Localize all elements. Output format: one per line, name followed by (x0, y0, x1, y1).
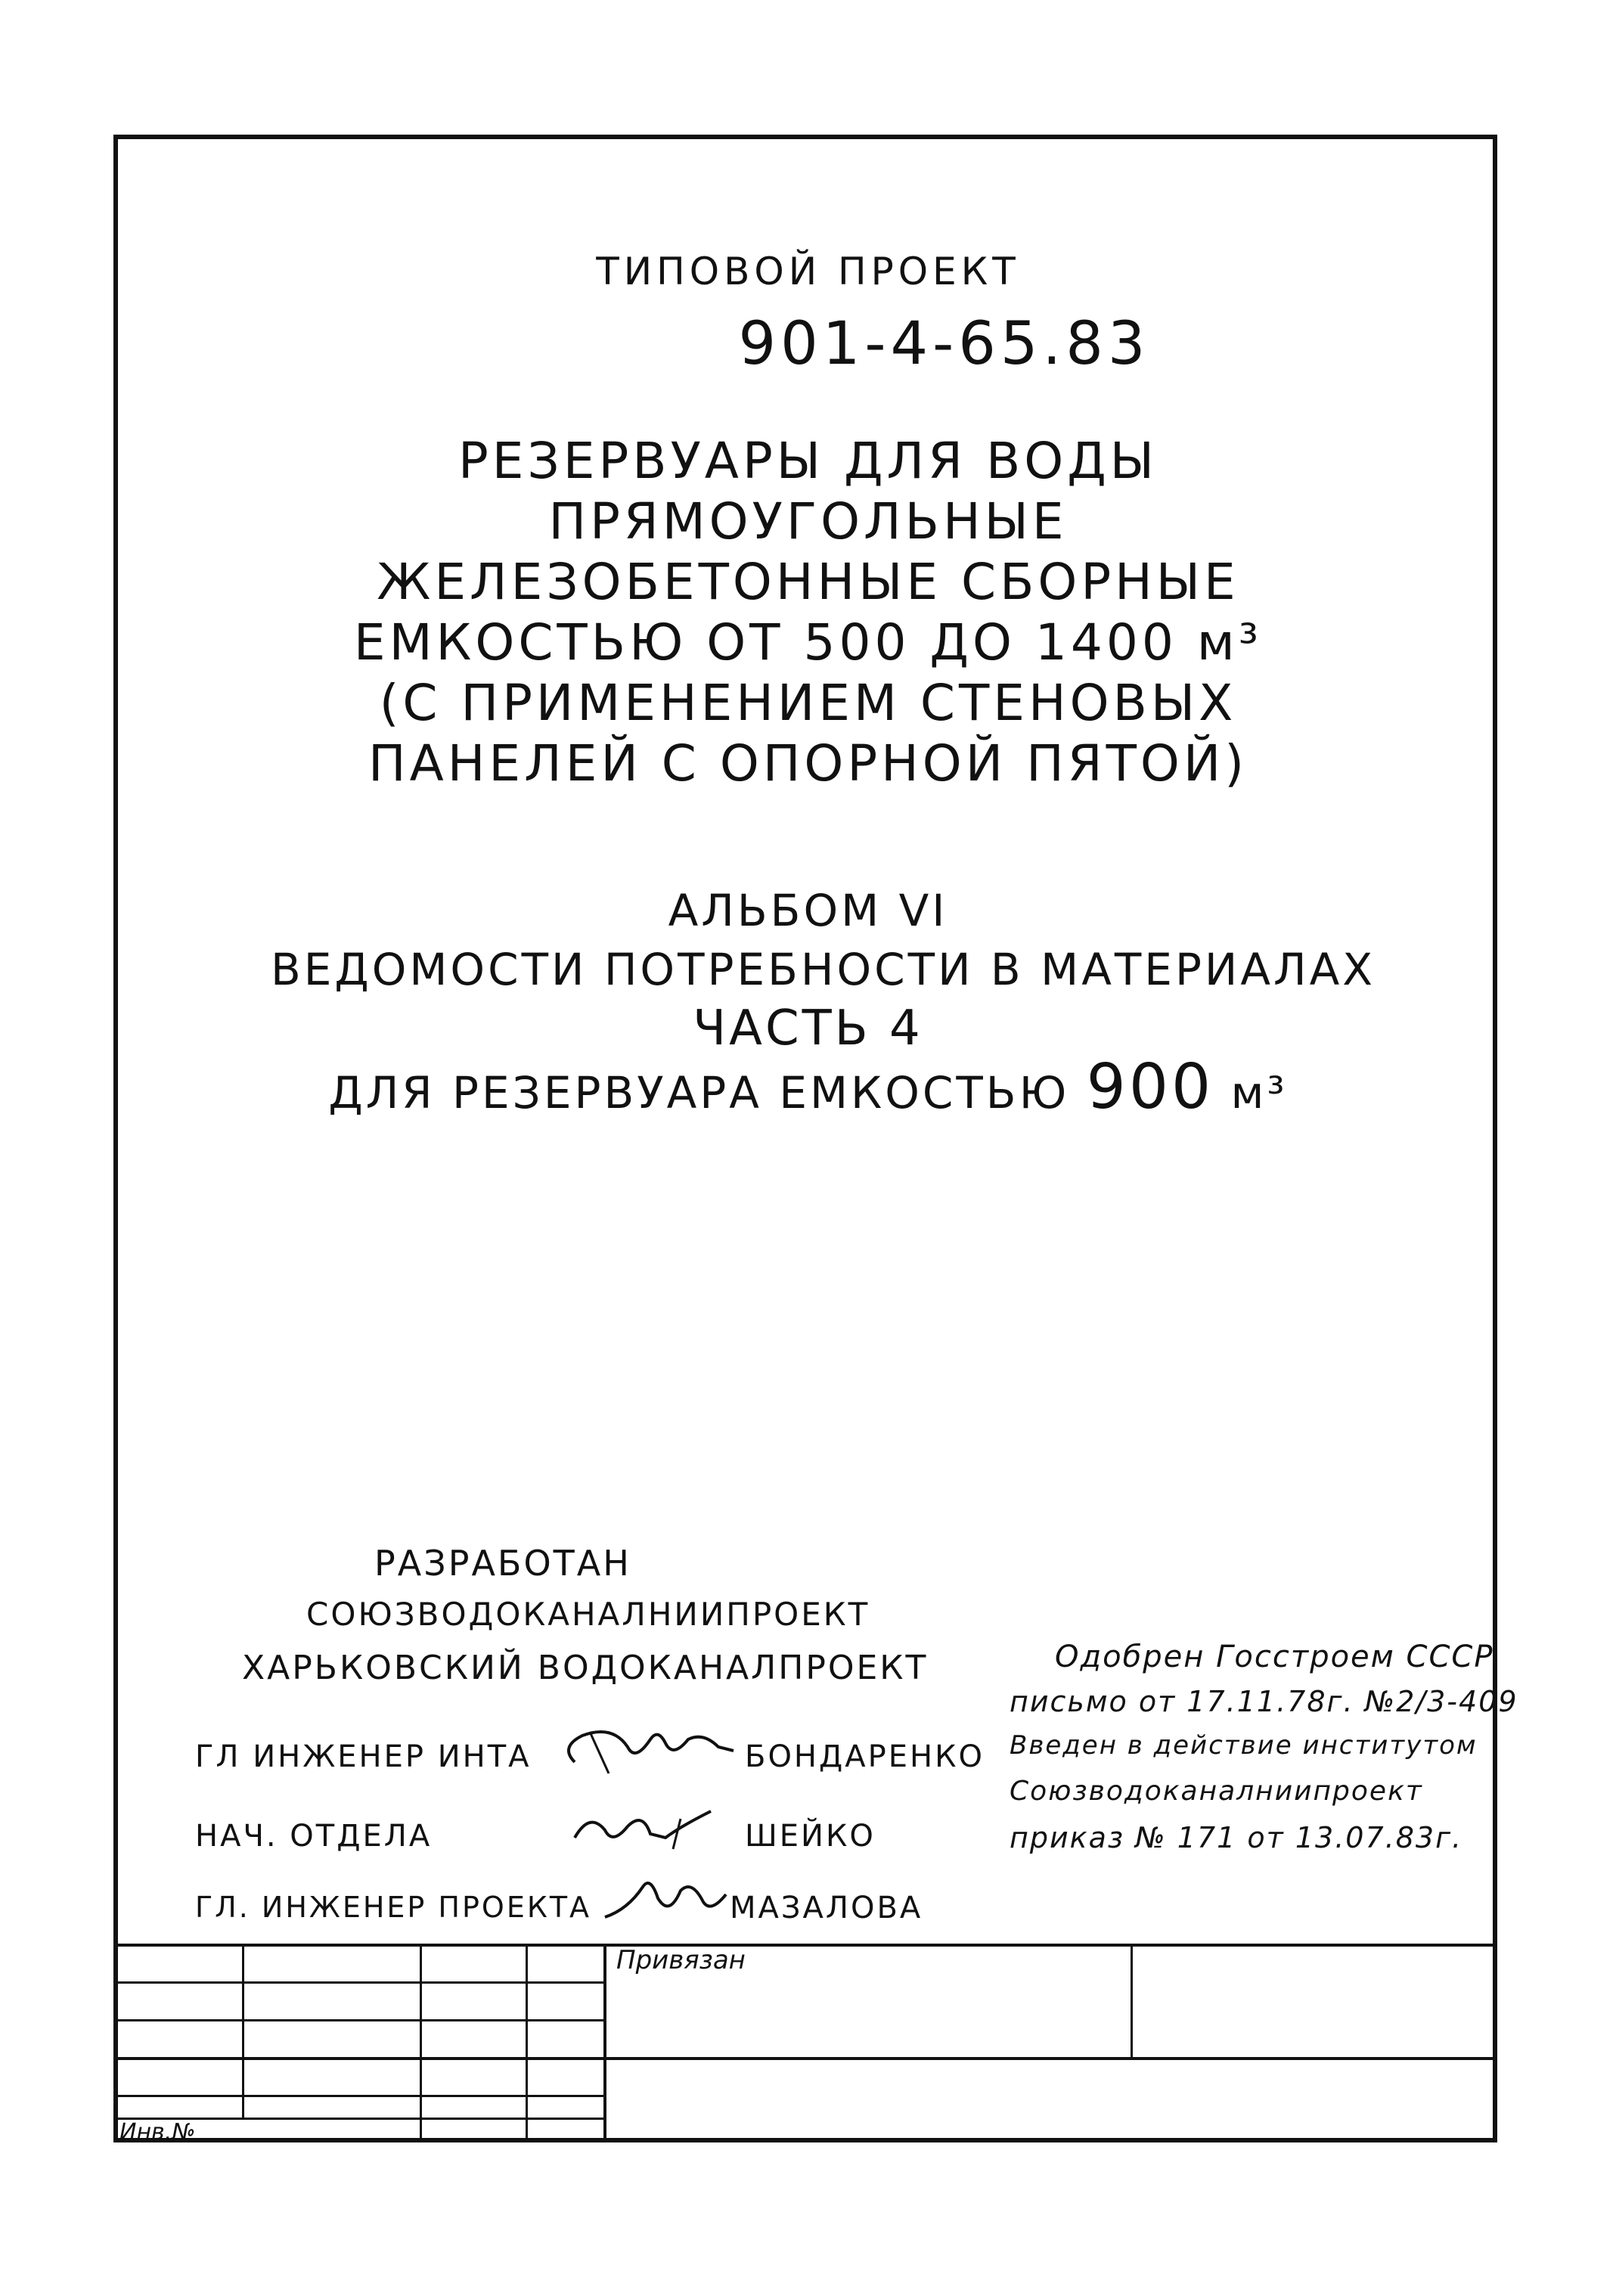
title-line: ЖЕЛЕЗОБЕТОННЫЕ СБОРНЫЕ (377, 553, 1239, 611)
developer-org-1: СОЮЗВОДОКАНАЛНИИПРОЕКТ (306, 1596, 870, 1633)
title-block-stamp (113, 1944, 1497, 2146)
album-capacity (0, 1051, 1616, 1123)
signatory-name: БОНДАРЕНКО (745, 1739, 985, 1774)
approval-line: Введен в действие институтом (1010, 1730, 1478, 1761)
capacity-value: 900 (1086, 1051, 1214, 1123)
title-line: (С ПРИМЕНЕНИЕМ СТЕНОВЫХ (379, 674, 1237, 732)
signatory-role: ГЛ ИНЖЕНЕР ИНТА (195, 1739, 532, 1774)
approval-line: приказ № 171 от 13.07.83г. (1010, 1821, 1463, 1854)
title-line: ЕМКОСТЬЮ ОТ 500 ДО 1400 м³ (353, 613, 1263, 672)
project-title (0, 431, 1616, 794)
signatory-name: ШЕЙКО (745, 1819, 876, 1854)
inventory-label: Инв.№ (119, 2119, 196, 2146)
title-line: РЕЗЕРВУАРЫ ДЛЯ ВОДЫ (458, 432, 1158, 490)
title-line: ПАНЕЛЕЙ С ОПОРНОЙ ПЯТОЙ) (368, 734, 1248, 793)
type-label: ТИПОВОЙ ПРОЕКТ (596, 250, 1020, 293)
project-number: 901-4-65.83 (738, 310, 1150, 378)
signatory-role: НАЧ. ОТДЕЛА (195, 1819, 433, 1854)
capacity-unit: м³ (1230, 1067, 1288, 1119)
signature-image (597, 1864, 734, 1932)
album-subtitle: ВЕДОМОСТИ ПОТРЕБНОСТИ В МАТЕРИАЛАХ (270, 944, 1376, 995)
title-line: ПРЯМОУГОЛЬНЫЕ (548, 492, 1068, 551)
album-part: ЧАСТЬ 4 (693, 1001, 923, 1056)
capacity-prefix: ДЛЯ РЕЗЕРВУАРА ЕМКОСТЬЮ (328, 1067, 1070, 1119)
approval-line: Одобрен Госстроем СССР (1055, 1640, 1494, 1674)
developer-org-2: ХАРЬКОВСКИЙ ВОДОКАНАЛПРОЕКТ (242, 1649, 929, 1687)
signature-image (544, 1717, 749, 1785)
signatory-name: МАЗАЛОВА (730, 1891, 923, 1925)
approval-line: Союзводоканалниипроект (1010, 1776, 1423, 1807)
signatory-role: ГЛ. ИНЖЕНЕР ПРОЕКТА (195, 1891, 592, 1924)
album-block (0, 881, 1616, 1122)
bound-label: Привязан (616, 1945, 746, 1975)
developer-heading: РАЗРАБОТАН (374, 1543, 631, 1584)
approval-line: письмо от 17.11.78г. №2/3-409 (1010, 1685, 1518, 1718)
signature-image (560, 1796, 734, 1857)
album-label: АЛЬБОМ VI (668, 885, 948, 936)
